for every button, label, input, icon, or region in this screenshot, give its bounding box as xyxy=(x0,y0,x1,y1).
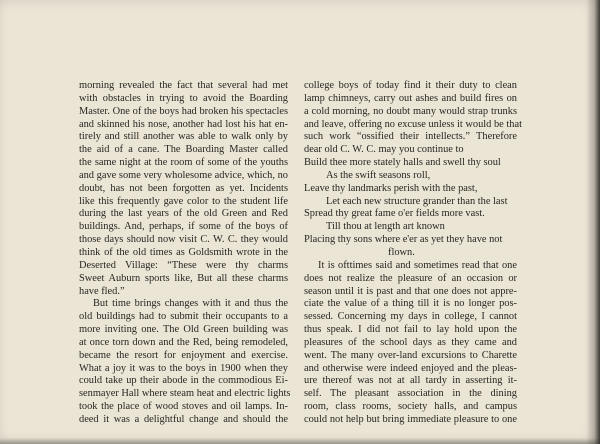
text-line: flown. xyxy=(388,246,415,258)
text-line: with obstacles in trying to avoid the Boarding xyxy=(79,92,288,104)
text-line: think of the old times as Goldsmith wrote in the xyxy=(79,246,288,258)
text-line: senmayer Hall where steam heat and electric lights xyxy=(79,388,291,400)
text-line: What a joy it was to the boys in 1900 when they xyxy=(79,362,288,374)
text-line: during the last years of the old Green and Red xyxy=(79,208,288,220)
text-line: Leave thy landmarks perish with the past, xyxy=(304,182,478,194)
text-line: Placing thy sons where e'er as yet they have not xyxy=(304,234,503,246)
text-line: old buildings had to submit their occupants to a xyxy=(79,311,288,323)
text-line: does not realize the pleasure of an occasion or xyxy=(304,272,517,284)
text-line: college boys of today find it their duty to clean xyxy=(304,80,517,91)
text-line: the same night at the room of some of the youths xyxy=(79,157,288,169)
text-line: season until it is past and that one does not appre- xyxy=(304,285,517,297)
right-text-column xyxy=(304,80,522,427)
text-line: and leave, offering no excuse unless it would be that xyxy=(304,118,522,130)
text-line: Build thee more stately halls and swell thy soul xyxy=(304,157,501,169)
text-line: deed it was a delightful change and should the xyxy=(79,413,288,425)
text-line: went. The many over-land excursions to Charette xyxy=(304,349,517,361)
text-line: at once torn down and the Red, being remodeled, xyxy=(79,336,288,348)
text-line: ciate the value of a thing till it is no longer pos- xyxy=(304,298,517,310)
text-line: pleasures of the school days as they came and xyxy=(304,336,517,348)
text-line: Deserted Village: “These were thy charms xyxy=(79,259,288,271)
left-text-column xyxy=(79,80,291,427)
text-line: and gave some very wholesome advice, which, no xyxy=(79,169,288,181)
text-line: more inviting one. The Old Green building was xyxy=(79,324,288,336)
text-line: could not help but bring immediate pleasure to one xyxy=(304,413,517,425)
text-line: became the resort for enjoyment and exercise. xyxy=(79,349,288,361)
text-line: tirely and still another was able to walk only by xyxy=(79,131,288,143)
text-line: a cold morning, no doubt many would strap trunks xyxy=(304,105,517,117)
text-line: sessed. Concerning my days in college, I cannot xyxy=(304,311,517,323)
text-line: doubt, has not been forgotten as yet. Incidents xyxy=(79,182,288,194)
text-line: morning revealed the fact that several had met xyxy=(79,80,288,91)
text-line: have fled.” xyxy=(79,285,125,297)
text-line: such work “ossified their intellects.” Therefore xyxy=(304,131,517,143)
text-line: those days should now visit C. W. C. they would xyxy=(79,234,288,246)
text-line: But time brings changes with it and thus the xyxy=(93,298,288,310)
text-line: thus speak. I did not fail to lay hold upon the xyxy=(304,324,517,336)
text-line: Sweet Auburn sports like, But all these charms xyxy=(79,272,288,284)
text-line: It is ofttimes said and sometimes read that one xyxy=(318,259,517,271)
text-line: As the swift seasons roll, xyxy=(326,169,431,181)
text-line: could take up their abode in the commodious Ei- xyxy=(79,375,288,387)
text-line: and skinned his nose, another had lost his hat en- xyxy=(79,118,288,130)
text-line: room, class rooms, society halls, and campus xyxy=(304,401,517,413)
text-line: Let each new structure grander than the last xyxy=(326,195,508,207)
text-line: ure thereof was not at all tardy in asserting it- xyxy=(304,375,517,387)
text-line: Till thou at length art known xyxy=(326,221,445,233)
page-bottom-edge xyxy=(0,438,600,444)
text-line: lamp chimneys, carry out ashes and build fires on xyxy=(304,92,517,104)
text-line: Master. One of the boys had broken his spectacles xyxy=(79,105,288,117)
text-line: self. The pleasant association in the dining xyxy=(304,388,517,400)
text-line: like this frequently gave color to the student life xyxy=(79,195,288,207)
page-gutter-shadow xyxy=(586,0,600,444)
text-line: the aid of a cane. The Boarding Master called xyxy=(79,144,288,156)
text-line: and otherwise were indeed enjoyed and the pleas- xyxy=(304,362,517,374)
text-line: Spread thy great fame o'er fields more vast. xyxy=(304,208,485,220)
text-line: dear old C. W. C. may you continue to xyxy=(304,144,464,156)
text-line: took the place of wood stoves and oil lamps. In- xyxy=(79,401,288,413)
text-line: buildings. And, perhaps, if some of the boys of xyxy=(79,221,288,233)
